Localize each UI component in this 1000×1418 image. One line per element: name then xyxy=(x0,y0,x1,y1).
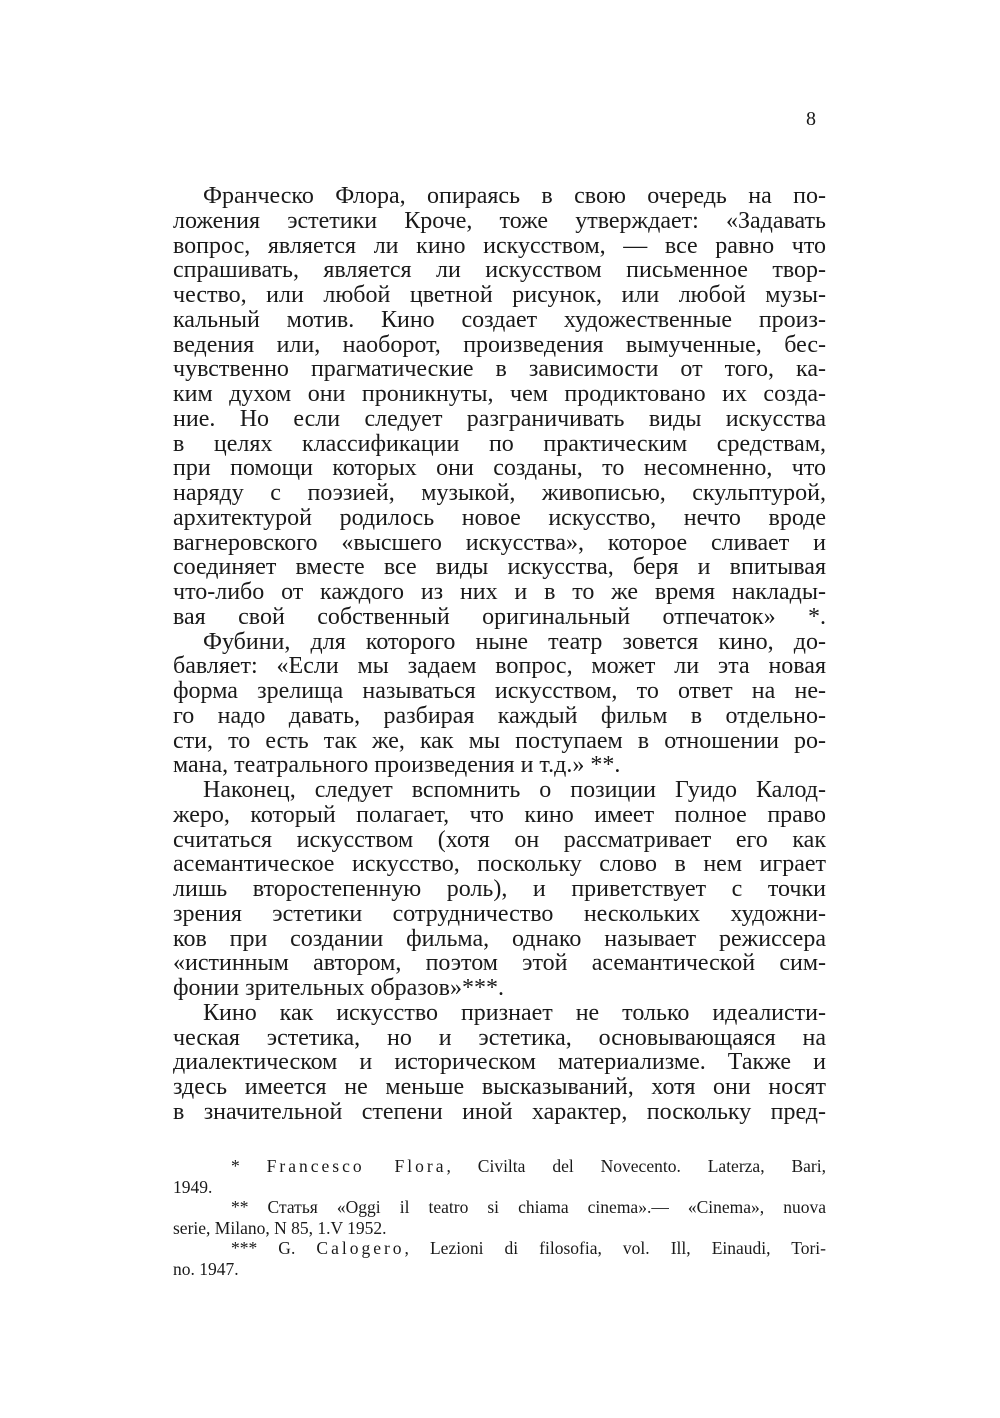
text-line: в целях классификации по практическим средствам, xyxy=(173,430,826,457)
footnote-marker: *** G. xyxy=(231,1238,317,1258)
text-line: спрашивать, является ли искусством письменное твор- xyxy=(173,257,826,284)
text-line: кальный мотив. Кино создает художественные произ- xyxy=(173,306,826,333)
text-line: ков при создании фильма, однако называет режиссера xyxy=(173,925,826,952)
text-line: «истинным автором, поэтом этой асемантической сим- xyxy=(173,950,826,977)
text-line: Наконец, следует вспомнить о позиции Гуидо Калод- xyxy=(203,777,826,803)
text-line: чувственно прагматические в зависимости от того, ка- xyxy=(173,356,826,383)
footnote-line xyxy=(173,1156,826,1177)
footnote-source: , Lezioni di filosofia, vol. Ill, Einaudi, Tori- xyxy=(404,1238,826,1258)
text-line: сти, то есть так же, как мы поступаем в отношении ро- xyxy=(173,727,826,754)
text-line: лишь второстепенную роль), и приветствует с точки xyxy=(173,876,826,902)
text-line: диалектическом и историческом материализме. Также и xyxy=(173,1049,826,1076)
paragraph-1 xyxy=(173,184,826,630)
footnote-line: ** Статья «Oggi il teatro si chiama cinema».— «Cinema», nuova xyxy=(231,1197,826,1217)
text-line: вопрос, является ли кино искусством, — все равно что xyxy=(173,232,826,259)
text-line: вагнеровского «высшего искусства», которое сливает и xyxy=(173,529,826,556)
footnote-author: Calogero xyxy=(316,1238,405,1258)
footnote-line: serie, Milano, N 85, 1.V 1952. xyxy=(173,1217,387,1238)
text-line: ведения или, наоборот, произведения вымученные, бес- xyxy=(173,331,826,358)
footnote-line: 1949. xyxy=(173,1176,213,1197)
footnote-marker: * xyxy=(231,1156,267,1176)
text-line: фонии зрительных образов»***. xyxy=(173,975,504,1001)
main-text xyxy=(173,184,826,1125)
text-line: Кино как искусство признает не только идеалисти- xyxy=(203,999,826,1026)
footnotes xyxy=(173,1156,826,1279)
footnote-source: , Civilta del Novecento. Laterza, Bari, xyxy=(446,1156,826,1176)
footnote-line: no. 1947. xyxy=(173,1258,239,1279)
text-line: считаться искусством (хотя он рассматривает его как xyxy=(173,826,826,853)
footnote-1 xyxy=(173,1156,826,1197)
text-line: го надо давать, разбирая каждый фильм в отдельно- xyxy=(173,702,826,729)
text-line: мана, театрального произведения и т.д.» **. xyxy=(173,752,621,779)
text-line: в значительной степени иной характер, поскольку пред- xyxy=(173,1098,826,1125)
text-line: бавляет: «Если мы задаем вопрос, может ли эта новая xyxy=(173,653,826,680)
text-line: архитектурой родилось новое искусство, нечто вроде xyxy=(173,504,826,531)
footnote-author: Francesco Flora xyxy=(266,1156,447,1176)
text-line: жеро, который полагает, что кино имеет полное право xyxy=(173,801,826,828)
text-line: наряду с поэзией, музыкой, живописью, скульптурой, xyxy=(173,480,826,506)
page-number: 8 xyxy=(806,108,816,130)
footnote-3 xyxy=(173,1238,826,1279)
text-line: что-либо от каждого из них и в то же время наклады- xyxy=(173,579,826,605)
text-line: форма зрелища называться искусством, то ответ на не- xyxy=(173,678,826,704)
text-line: Фубини, для которого ныне театр зовется кино, до- xyxy=(203,628,826,655)
text-line: ние. Но если следует разграничивать виды искусства xyxy=(173,405,826,432)
text-line: ложения эстетики Кроче, тоже утверждает: «Задавать xyxy=(173,207,826,234)
footnote-2 xyxy=(173,1197,826,1238)
text-line: вая свой собственный оригинальный отпечаток» *. xyxy=(173,603,826,630)
footnote-line xyxy=(173,1238,826,1259)
text-line: ким духом они проникнуты, чем продиктовано их созда- xyxy=(173,381,826,407)
text-line: соединяет вместе все виды искусства, беря и впитывая xyxy=(173,554,826,581)
text-line: чество, или любой цветной рисунок, или любой музы- xyxy=(173,282,826,308)
text-line: зрения эстетики сотрудничество нескольких художни- xyxy=(173,900,826,927)
paragraph-2 xyxy=(173,630,826,779)
text-line: асемантическое искусство, поскольку слово в нем играет xyxy=(173,851,826,878)
text-line: Франческо Флора, опираясь в свою очередь на по- xyxy=(203,183,826,209)
paragraph-3 xyxy=(173,778,826,1001)
text-line: при помощи которых они созданы, то несомненно, что xyxy=(173,455,826,482)
text-line: здесь имеется не меньше высказываний, хотя они носят xyxy=(173,1074,826,1100)
text-line: ческая эстетика, но и эстетика, основывающаяся на xyxy=(173,1024,826,1051)
paragraph-4 xyxy=(173,1001,826,1125)
